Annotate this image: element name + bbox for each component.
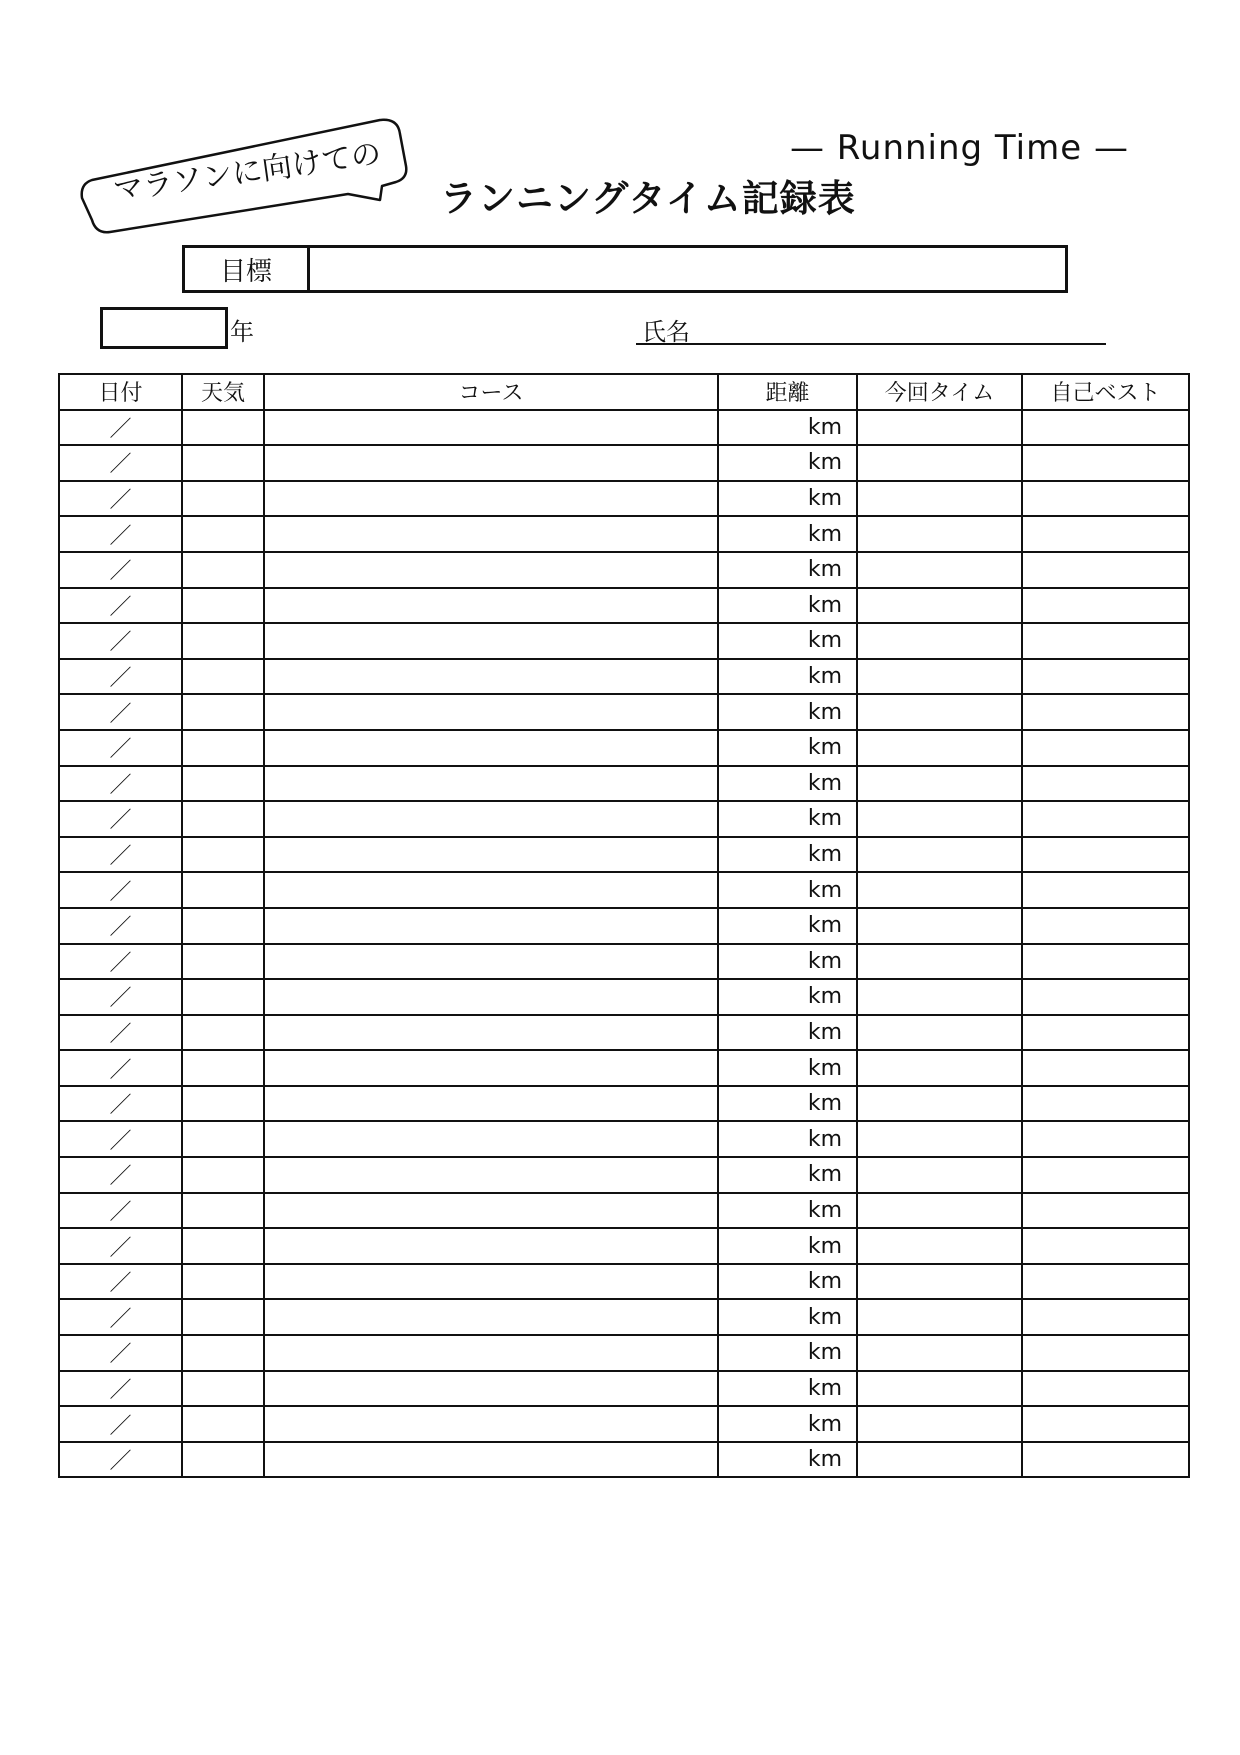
date-cell[interactable]: ／: [59, 1121, 182, 1157]
distance-cell[interactable]: km: [718, 694, 857, 730]
record-table: [58, 373, 1190, 1478]
time-cell[interactable]: [857, 766, 1022, 802]
weather-cell[interactable]: [182, 908, 264, 944]
date-cell[interactable]: ／: [59, 1193, 182, 1229]
date-cell[interactable]: ／: [59, 1015, 182, 1051]
course-cell[interactable]: [264, 1193, 718, 1229]
date-cell[interactable]: ／: [59, 588, 182, 624]
course-cell[interactable]: [264, 1121, 718, 1157]
distance-cell[interactable]: km: [718, 801, 857, 837]
table-row: [59, 908, 1189, 944]
weather-cell[interactable]: [182, 1121, 264, 1157]
time-cell[interactable]: [857, 1193, 1022, 1229]
date-cell[interactable]: ／: [59, 1157, 182, 1193]
header-personal-best: 自己ベスト: [1022, 374, 1189, 410]
bubble-text: マラソンに向けての: [111, 136, 384, 209]
date-cell[interactable]: ／: [59, 837, 182, 873]
best-cell[interactable]: [1022, 659, 1189, 695]
distance-cell[interactable]: km: [718, 908, 857, 944]
table-row: [59, 837, 1189, 873]
weather-cell[interactable]: [182, 1086, 264, 1122]
weather-cell[interactable]: [182, 1228, 264, 1264]
course-cell[interactable]: [264, 801, 718, 837]
date-cell[interactable]: ／: [59, 694, 182, 730]
date-cell[interactable]: ／: [59, 944, 182, 980]
table-row: [59, 552, 1189, 588]
course-cell[interactable]: [264, 1335, 718, 1371]
time-cell[interactable]: [857, 1335, 1022, 1371]
table-row: [59, 1335, 1189, 1371]
date-cell[interactable]: ／: [59, 730, 182, 766]
time-cell[interactable]: [857, 730, 1022, 766]
table-row: [59, 944, 1189, 980]
best-cell[interactable]: [1022, 552, 1189, 588]
date-cell[interactable]: ／: [59, 1442, 182, 1478]
table-row: [59, 694, 1189, 730]
time-cell[interactable]: [857, 1157, 1022, 1193]
time-cell[interactable]: [857, 1050, 1022, 1086]
course-cell[interactable]: [264, 944, 718, 980]
table-row: [59, 979, 1189, 1015]
distance-cell[interactable]: km: [718, 1442, 857, 1478]
distance-cell[interactable]: km: [718, 445, 857, 481]
course-cell[interactable]: [264, 445, 718, 481]
course-cell[interactable]: [264, 588, 718, 624]
time-cell[interactable]: [857, 837, 1022, 873]
date-cell[interactable]: ／: [59, 659, 182, 695]
best-cell[interactable]: [1022, 944, 1189, 980]
best-cell[interactable]: [1022, 1299, 1189, 1335]
weather-cell[interactable]: [182, 516, 264, 552]
date-cell[interactable]: ／: [59, 1264, 182, 1300]
date-cell[interactable]: ／: [59, 1406, 182, 1442]
distance-cell[interactable]: km: [718, 1406, 857, 1442]
weather-cell[interactable]: [182, 1264, 264, 1300]
table-row: [59, 1371, 1189, 1407]
weather-cell[interactable]: [182, 979, 264, 1015]
year-field[interactable]: [100, 307, 228, 349]
table-row: [59, 1442, 1189, 1478]
best-cell[interactable]: [1022, 801, 1189, 837]
weather-cell[interactable]: [182, 1193, 264, 1229]
time-cell[interactable]: [857, 552, 1022, 588]
table-row: [59, 623, 1189, 659]
date-cell[interactable]: ／: [59, 872, 182, 908]
date-cell[interactable]: ／: [59, 552, 182, 588]
time-cell[interactable]: [857, 908, 1022, 944]
best-cell[interactable]: [1022, 1228, 1189, 1264]
weather-cell[interactable]: [182, 1371, 264, 1407]
table-row: [59, 659, 1189, 695]
date-cell[interactable]: ／: [59, 516, 182, 552]
time-cell[interactable]: [857, 1228, 1022, 1264]
best-cell[interactable]: [1022, 766, 1189, 802]
best-cell[interactable]: [1022, 908, 1189, 944]
best-cell[interactable]: [1022, 837, 1189, 873]
distance-cell[interactable]: km: [718, 516, 857, 552]
weather-cell[interactable]: [182, 837, 264, 873]
course-cell[interactable]: [264, 410, 718, 446]
weather-cell[interactable]: [182, 659, 264, 695]
course-cell[interactable]: [264, 1228, 718, 1264]
best-cell[interactable]: [1022, 1406, 1189, 1442]
distance-cell[interactable]: km: [718, 1264, 857, 1300]
distance-cell[interactable]: km: [718, 481, 857, 517]
course-cell[interactable]: [264, 1086, 718, 1122]
weather-cell[interactable]: [182, 694, 264, 730]
course-cell[interactable]: [264, 730, 718, 766]
table-row: [59, 1157, 1189, 1193]
course-cell[interactable]: [264, 516, 718, 552]
time-cell[interactable]: [857, 1371, 1022, 1407]
time-cell[interactable]: [857, 1015, 1022, 1051]
date-cell[interactable]: ／: [59, 1371, 182, 1407]
best-cell[interactable]: [1022, 410, 1189, 446]
weather-cell[interactable]: [182, 1406, 264, 1442]
distance-cell[interactable]: km: [718, 1157, 857, 1193]
year-label: 年: [230, 318, 254, 346]
best-cell[interactable]: [1022, 1264, 1189, 1300]
course-cell[interactable]: [264, 552, 718, 588]
weather-cell[interactable]: [182, 410, 264, 446]
best-cell[interactable]: [1022, 1193, 1189, 1229]
distance-cell[interactable]: km: [718, 659, 857, 695]
best-cell[interactable]: [1022, 1157, 1189, 1193]
time-cell[interactable]: [857, 516, 1022, 552]
date-cell[interactable]: ／: [59, 623, 182, 659]
header-this-time: 今回タイム: [857, 374, 1022, 410]
distance-cell[interactable]: km: [718, 837, 857, 873]
page-subtitle: — Running Time —: [790, 128, 1129, 168]
date-cell[interactable]: ／: [59, 410, 182, 446]
distance-cell[interactable]: km: [718, 552, 857, 588]
best-cell[interactable]: [1022, 1442, 1189, 1478]
goal-field[interactable]: [310, 248, 1065, 290]
table-row: [59, 481, 1189, 517]
time-cell[interactable]: [857, 410, 1022, 446]
weather-cell[interactable]: [182, 1050, 264, 1086]
table-row: [59, 1015, 1189, 1051]
table-row: [59, 1406, 1189, 1442]
course-cell[interactable]: [264, 1157, 718, 1193]
table-row: [59, 1050, 1189, 1086]
table-row: [59, 766, 1189, 802]
course-cell[interactable]: [264, 1050, 718, 1086]
name-field[interactable]: [636, 343, 1106, 345]
course-cell[interactable]: [264, 1406, 718, 1442]
date-cell[interactable]: ／: [59, 1228, 182, 1264]
goal-box: [182, 245, 1068, 293]
weather-cell[interactable]: [182, 801, 264, 837]
distance-cell[interactable]: km: [718, 944, 857, 980]
weather-cell[interactable]: [182, 588, 264, 624]
weather-cell[interactable]: [182, 944, 264, 980]
weather-cell[interactable]: [182, 445, 264, 481]
time-cell[interactable]: [857, 1442, 1022, 1478]
table-row: [59, 1121, 1189, 1157]
best-cell[interactable]: [1022, 481, 1189, 517]
time-cell[interactable]: [857, 944, 1022, 980]
weather-cell[interactable]: [182, 730, 264, 766]
table-row: [59, 410, 1189, 446]
table-row: [59, 872, 1189, 908]
course-cell[interactable]: [264, 908, 718, 944]
name-label: 氏名: [642, 318, 690, 346]
date-cell[interactable]: ／: [59, 979, 182, 1015]
date-cell[interactable]: ／: [59, 766, 182, 802]
course-cell[interactable]: [264, 979, 718, 1015]
distance-cell[interactable]: km: [718, 410, 857, 446]
table-row: [59, 1086, 1189, 1122]
best-cell[interactable]: [1022, 623, 1189, 659]
best-cell[interactable]: [1022, 1086, 1189, 1122]
time-cell[interactable]: [857, 979, 1022, 1015]
best-cell[interactable]: [1022, 979, 1189, 1015]
header-date: 日付: [59, 374, 182, 410]
best-cell[interactable]: [1022, 694, 1189, 730]
table-row: [59, 445, 1189, 481]
weather-cell[interactable]: [182, 1299, 264, 1335]
date-cell[interactable]: ／: [59, 1335, 182, 1371]
time-cell[interactable]: [857, 1121, 1022, 1157]
weather-cell[interactable]: [182, 766, 264, 802]
course-cell[interactable]: [264, 623, 718, 659]
course-cell[interactable]: [264, 1371, 718, 1407]
header-weather: 天気: [182, 374, 264, 410]
date-cell[interactable]: ／: [59, 1050, 182, 1086]
best-cell[interactable]: [1022, 872, 1189, 908]
course-cell[interactable]: [264, 837, 718, 873]
course-cell[interactable]: [264, 766, 718, 802]
weather-cell[interactable]: [182, 552, 264, 588]
weather-cell[interactable]: [182, 481, 264, 517]
time-cell[interactable]: [857, 801, 1022, 837]
course-cell[interactable]: [264, 481, 718, 517]
course-cell[interactable]: [264, 1264, 718, 1300]
weather-cell[interactable]: [182, 1442, 264, 1478]
distance-cell[interactable]: km: [718, 730, 857, 766]
distance-cell[interactable]: km: [718, 766, 857, 802]
weather-cell[interactable]: [182, 623, 264, 659]
course-cell[interactable]: [264, 1299, 718, 1335]
table-row: [59, 1228, 1189, 1264]
distance-cell[interactable]: km: [718, 588, 857, 624]
distance-cell[interactable]: km: [718, 1086, 857, 1122]
best-cell[interactable]: [1022, 730, 1189, 766]
best-cell[interactable]: [1022, 1050, 1189, 1086]
time-cell[interactable]: [857, 694, 1022, 730]
course-cell[interactable]: [264, 694, 718, 730]
table-row: [59, 1299, 1189, 1335]
time-cell[interactable]: [857, 588, 1022, 624]
distance-cell[interactable]: km: [718, 1335, 857, 1371]
time-cell[interactable]: [857, 872, 1022, 908]
header-course: コース: [264, 374, 718, 410]
course-cell[interactable]: [264, 1442, 718, 1478]
date-cell[interactable]: ／: [59, 1299, 182, 1335]
table-row: [59, 1264, 1189, 1300]
best-cell[interactable]: [1022, 445, 1189, 481]
best-cell[interactable]: [1022, 1335, 1189, 1371]
best-cell[interactable]: [1022, 588, 1189, 624]
best-cell[interactable]: [1022, 1015, 1189, 1051]
time-cell[interactable]: [857, 481, 1022, 517]
best-cell[interactable]: [1022, 1371, 1189, 1407]
time-cell[interactable]: [857, 1406, 1022, 1442]
weather-cell[interactable]: [182, 1335, 264, 1371]
best-cell[interactable]: [1022, 516, 1189, 552]
best-cell[interactable]: [1022, 1121, 1189, 1157]
table-row: [59, 730, 1189, 766]
distance-cell[interactable]: km: [718, 979, 857, 1015]
date-cell[interactable]: ／: [59, 801, 182, 837]
distance-cell[interactable]: km: [718, 1050, 857, 1086]
weather-cell[interactable]: [182, 1157, 264, 1193]
date-cell[interactable]: ／: [59, 445, 182, 481]
table-row: [59, 801, 1189, 837]
distance-cell[interactable]: km: [718, 1121, 857, 1157]
course-cell[interactable]: [264, 659, 718, 695]
time-cell[interactable]: [857, 659, 1022, 695]
table-row: [59, 588, 1189, 624]
time-cell[interactable]: [857, 1264, 1022, 1300]
distance-cell[interactable]: km: [718, 1015, 857, 1051]
date-cell[interactable]: ／: [59, 481, 182, 517]
time-cell[interactable]: [857, 1299, 1022, 1335]
date-cell[interactable]: ／: [59, 908, 182, 944]
time-cell[interactable]: [857, 623, 1022, 659]
distance-cell[interactable]: km: [718, 623, 857, 659]
distance-cell[interactable]: km: [718, 1299, 857, 1335]
course-cell[interactable]: [264, 872, 718, 908]
distance-cell[interactable]: km: [718, 1371, 857, 1407]
header-distance: 距離: [718, 374, 857, 410]
page-title: ランニングタイム記録表: [440, 177, 856, 220]
course-cell[interactable]: [264, 1015, 718, 1051]
table-row: [59, 516, 1189, 552]
distance-cell[interactable]: km: [718, 1193, 857, 1229]
table-header-row: [59, 374, 1189, 410]
weather-cell[interactable]: [182, 1015, 264, 1051]
table-body: [59, 410, 1189, 1478]
weather-cell[interactable]: [182, 872, 264, 908]
distance-cell[interactable]: km: [718, 872, 857, 908]
goal-label: 目標: [185, 248, 310, 290]
table-row: [59, 1193, 1189, 1229]
distance-cell[interactable]: km: [718, 1228, 857, 1264]
date-cell[interactable]: ／: [59, 1086, 182, 1122]
time-cell[interactable]: [857, 445, 1022, 481]
time-cell[interactable]: [857, 1086, 1022, 1122]
